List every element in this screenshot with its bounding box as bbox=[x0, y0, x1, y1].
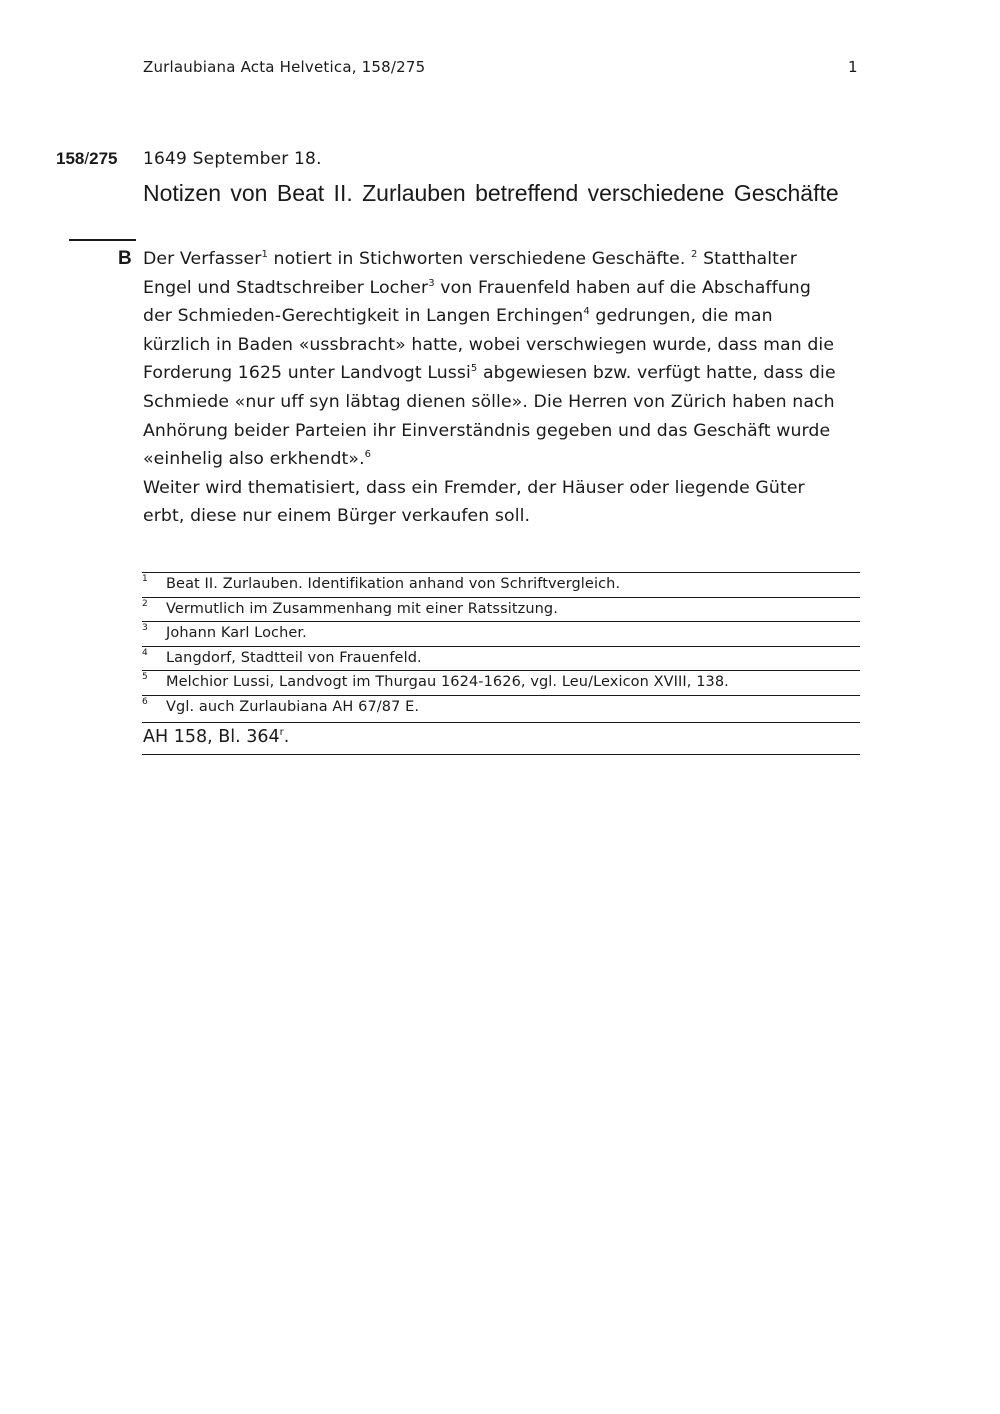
footnote-number: 5 bbox=[142, 672, 148, 682]
document-number-part2: 275 bbox=[89, 149, 118, 168]
header-title: Zurlaubiana Acta Helvetica, 158/275 bbox=[143, 58, 426, 76]
footnote-ref[interactable]: 6 bbox=[364, 449, 372, 461]
footnote-number: 6 bbox=[142, 696, 148, 707]
footnote bbox=[142, 670, 860, 695]
body-line: Anhörung beider Parteien ihr Einverständnis gegeben und das Geschäft wurde bbox=[143, 420, 831, 441]
text-run: Forderung 1625 unter Landvogt Lussi bbox=[143, 363, 471, 384]
document-date: 1649 September 18. bbox=[143, 149, 322, 169]
text-run: von Frauenfeld haben auf die Abschaffung bbox=[434, 277, 811, 298]
footnote bbox=[142, 695, 860, 720]
footnote bbox=[142, 572, 860, 597]
footnote-ref[interactable]: 1 bbox=[261, 249, 268, 260]
text-run: Der Verfasser bbox=[143, 249, 262, 269]
footnote-number: 1 bbox=[142, 574, 148, 584]
footnote-ref[interactable]: 3 bbox=[428, 277, 435, 289]
body-line: kürzlich in Baden «ussbracht» hatte, wobei verschwiegen wurde, dass man die bbox=[143, 334, 835, 355]
footnote-ref[interactable]: 2 bbox=[691, 249, 698, 260]
source-text-end: . bbox=[283, 727, 290, 747]
footnote-ref[interactable]: 4 bbox=[583, 306, 590, 318]
body-line bbox=[143, 359, 863, 388]
footnote-ref[interactable]: 5 bbox=[470, 363, 478, 375]
margin-divider bbox=[69, 239, 136, 241]
section-mark: B bbox=[118, 248, 132, 269]
document-number-part1: 158 bbox=[56, 149, 85, 168]
text-run: «einhelig also erkhendt». bbox=[143, 449, 365, 470]
footnote-text: Vgl. auch Zurlaubiana AH 67/87 E. bbox=[166, 698, 420, 715]
body-line bbox=[143, 445, 863, 474]
footnote-number: 2 bbox=[142, 598, 148, 609]
source-reference bbox=[142, 722, 860, 755]
footnote bbox=[142, 597, 860, 622]
document-number-separator: / bbox=[84, 149, 90, 168]
body-line bbox=[143, 274, 863, 303]
text-run: notiert in Stichworten verschiedene Geschäfte. bbox=[267, 249, 692, 269]
body-line: Weiter wird thematisiert, dass ein Fremder, der Häuser oder liegende Güter bbox=[143, 477, 805, 498]
text-run: gedrungen, die man bbox=[589, 306, 773, 327]
footnote-text: Beat II. Zurlauben. Identifikation anhand von Schriftvergleich. bbox=[166, 576, 621, 592]
footnote bbox=[142, 621, 860, 646]
footnote-text: Melchior Lussi, Landvogt im Thurgau 1624-1626, vgl. Leu/Lexicon XVIII, 138. bbox=[166, 674, 729, 690]
text-run: Engel und Stadtschreiber Locher bbox=[143, 277, 429, 298]
footnote-number: 4 bbox=[142, 647, 148, 658]
body-line: erbt, diese nur einem Bürger verkaufen soll. bbox=[143, 506, 531, 527]
text-run: abgewiesen bzw. verfügt hatte, dass die bbox=[477, 363, 836, 384]
footnote-text: Vermutlich im Zusammenhang mit einer Ratssitzung. bbox=[166, 600, 558, 617]
footnote bbox=[142, 646, 860, 671]
footnote-text: Johann Karl Locher. bbox=[166, 625, 307, 641]
footnote-number: 3 bbox=[142, 623, 148, 633]
footnotes-section bbox=[142, 572, 860, 755]
text-run: der Schmieden-Gerechtigkeit in Langen Erchingen bbox=[143, 306, 584, 327]
footnote-text: Langdorf, Stadtteil von Frauenfeld. bbox=[166, 649, 422, 666]
body-line bbox=[143, 302, 863, 331]
summary-text bbox=[143, 245, 863, 531]
page-number: 1 bbox=[848, 58, 858, 76]
document-title: Notizen von Beat II. Zurlauben betreffend verschiedene Geschäfte bbox=[143, 180, 839, 206]
document-number bbox=[56, 149, 117, 169]
source-text-run: AH 158, Bl. 364 bbox=[143, 727, 280, 747]
source-text bbox=[143, 727, 289, 747]
source-folio-side: r bbox=[279, 727, 284, 738]
body-line bbox=[143, 245, 863, 274]
text-run: Statthalter bbox=[697, 249, 797, 269]
body-line: Schmiede «nur uff syn läbtag dienen sölle». Die Herren von Zürich haben nach bbox=[143, 391, 835, 412]
